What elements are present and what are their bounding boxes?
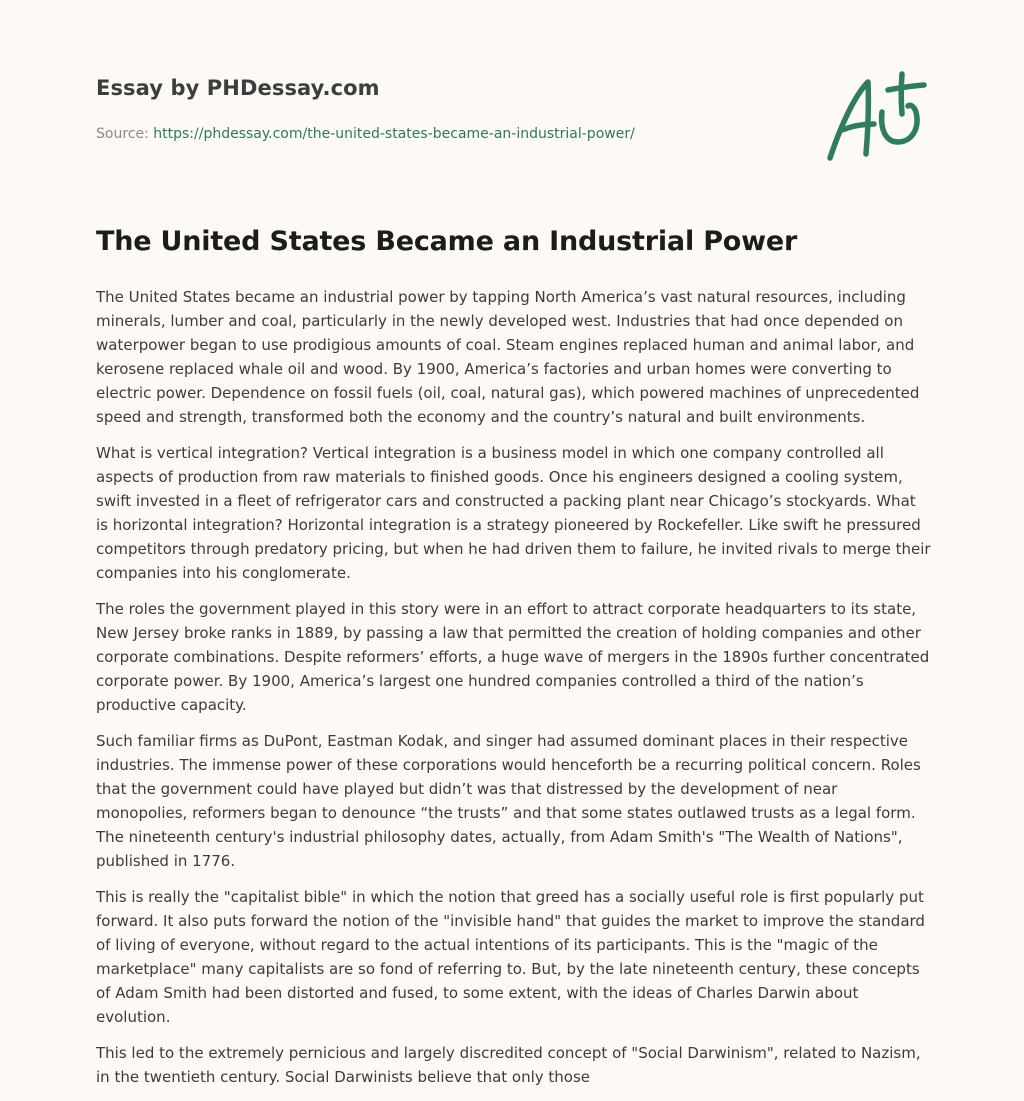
essay-paragraph: This is really the "capitalist bible" in which the notion that greed has a socially useful role is first popularly put forward. It also puts forward the notion of the "invisible hand" that guides the market to improve the standard of living of everyone, without regard to the actual intentions of its participants. This is the "magic of the marketplace" many capitalists are so fond of referring to. But, by the late nineteenth century, these concepts of Adam Smith had been distorted and fused, to some extent, with the ideas of Charles Darwin about evolution. <box>96 888 925 1026</box>
essay-paragraph: The roles the government played in this story were in an effort to attract corporate headquarters to its state, New Jersey broke ranks in 1889, by passing a law that permitted the creation of holding companies and other corporate combinations. Despite reformers’ efforts, a huge wave of mergers in the 1890s further concentrated corporate power. By 1900, America’s largest one hundred companies controlled a third of the nation’s productive capacity. <box>96 600 930 714</box>
essay-paragraph: The United States became an industrial power by tapping North America’s vast natural resources, including minerals, lumber and coal, particularly in the newly developed west. Industries that had once depended on waterpower began to use prodigious amounts of coal. Steam engines replaced human and animal labor, and kerosene replaced whale oil and wood. By 1900, America’s factories and urban homes were converting to electric power. Dependence on fossil fuels (oil, coal, natural gas), which powered machines of unprecedented speed and strength, transformed both the economy and the country’s natural and built environments. <box>96 288 920 426</box>
essay-body <box>96 285 932 1101</box>
site-brand: Essay by PHDessay.com <box>96 76 380 100</box>
essay-title: The United States Became an Industrial Power <box>96 226 798 257</box>
source-link[interactable]: https://phdessay.com/the-united-states-became-an-industrial-power/ <box>153 126 635 142</box>
source-line <box>96 126 796 142</box>
a-plus-logo-icon <box>822 66 932 166</box>
essay-paragraph: Such familiar firms as DuPont, Eastman Kodak, and singer had assumed dominant places in their respective industries. The immense power of these corporations would henceforth be a recurring political concern. Roles that the government could have played but didn’t was that distressed by the development of near monopolies, reformers began to denounce “the trusts” and that some states outlawed trusts as a legal form. The nineteenth century's industrial philosophy dates, actually, from Adam Smith's "The Wealth of Nations", published in 1776. <box>96 732 921 870</box>
source-label: Source: <box>96 126 149 142</box>
essay-paragraph: What is vertical integration? Vertical integration is a business model in which one company controlled all aspects of production from raw materials to finished goods. Once his engineers designed a cooling system, swift invested in a fleet of refrigerator cars and constructed a packing plant near Chicago’s stockyards. What is horizontal integration? Horizontal integration is a strategy pioneered by Rockefeller. Like swift he pressured competitors through predatory pricing, but when he had driven them to failure, he invited rivals to merge their companies into his conglomerate. <box>96 444 931 582</box>
essay-header <box>96 76 796 142</box>
essay-paragraph: This led to the extremely pernicious and largely discredited concept of "Social Darwinism", related to Nazism, in the twentieth century. Social Darwinists believe that only those <box>96 1044 921 1086</box>
